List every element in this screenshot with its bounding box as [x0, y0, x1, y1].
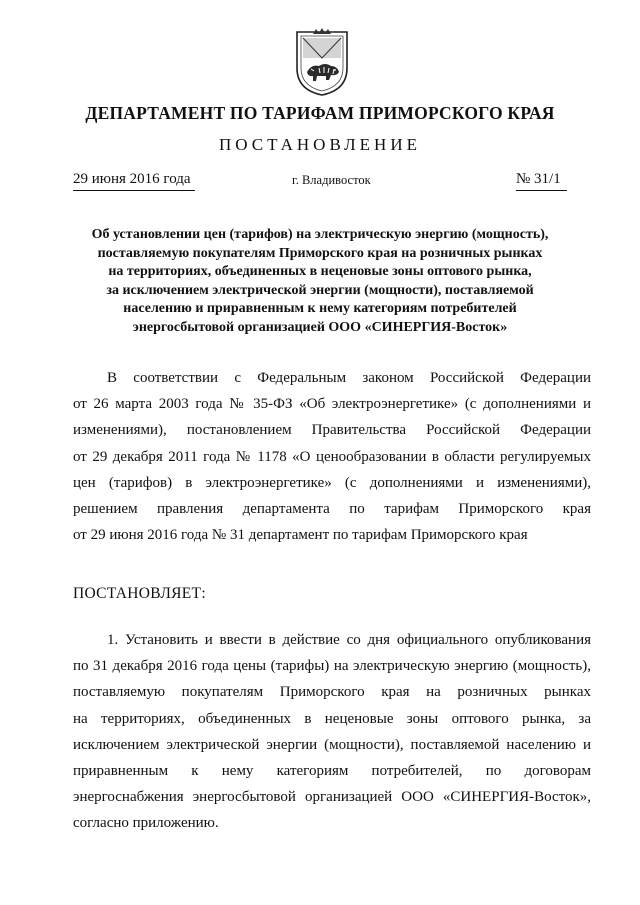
preamble-line: изменениями), постановлением Правительства Российской Федерации: [73, 422, 591, 439]
document-number-text: № 31/1: [516, 171, 561, 187]
preamble-line: от 26 марта 2003 года № 35-ФЗ «Об электроэнергетике» (с дополнениями и: [73, 396, 591, 413]
title-line: энергосбытовой организацией ООО «СИНЕРГИЯ-Восток»: [132, 319, 508, 335]
preamble-line: решением правления департамента по тарифам Приморского края: [73, 500, 591, 517]
item-1-line: приравненным к нему категориям потребителей, по договорам: [73, 762, 591, 779]
title-line: Об установлении цен (тарифов) на электрическую энергию (мощность),: [91, 227, 549, 242]
title-line: населению и приравненным к нему категориям потребителей: [123, 301, 517, 316]
resolves-heading: ПОСТАНОВЛЯЕТ:: [73, 585, 206, 602]
item-1-line: поставляемую покупателям Приморского края на розничных рынках: [73, 684, 591, 701]
preamble-line: В соответствии с Федеральным законом Российской Федерации: [107, 370, 591, 386]
number-underline: [516, 190, 567, 191]
document-number: [516, 171, 561, 188]
item-1-line: по 31 декабря 2016 года цены (тарифы) на электрическую энергию (мощность),: [73, 658, 591, 675]
title-line: за исключением электрической энергии (мощности), поставляемой: [106, 282, 534, 298]
document-title: [70, 226, 570, 337]
document-type: ПОСТАНОВЛЕНИЕ: [218, 135, 421, 154]
item-1-line: согласно приложению.: [73, 815, 219, 832]
preamble-paragraph: [73, 365, 591, 548]
item-1-line: энергоснабжения энергосбытовой организацией ООО «СИНЕРГИЯ-Восток»,: [73, 789, 591, 806]
date-underline: [73, 190, 195, 191]
document-date-text: 29 июня 2016 года: [73, 171, 191, 187]
preamble-line: цен (тарифов) в электроэнергетике» (с дополнениями и изменениями),: [73, 474, 591, 491]
item-1-line: 1. Установить и ввести в действие со дня официального опубликования: [107, 632, 591, 648]
title-line: поставляемую покупателям Приморского края на розничных рынках: [97, 245, 543, 261]
department-name: ДЕПАРТАМЕНТ ПО ТАРИФАМ ПРИМОРСКОГО КРАЯ: [85, 103, 555, 123]
document-date: [73, 171, 191, 188]
item-1-line: исключением электрической энергии (мощности), поставляемой населению и: [73, 736, 591, 753]
title-line: на территориях, объединенных в неценовые зоны оптового рынка,: [108, 264, 532, 279]
preamble-line: от 29 декабря 2011 года № 1178 «О ценообразовании в области регулируемых: [73, 448, 591, 465]
item-1-line: на территориях, объединенных в неценовые зоны оптового рынка, за: [73, 710, 591, 727]
item-1-paragraph: [73, 627, 591, 837]
preamble-line: от 29 июня 2016 года № 31 департамент по тарифам Приморского края: [73, 527, 528, 544]
coat-of-arms-tiger-icon: [293, 28, 351, 98]
document-city: г. Владивосток: [292, 173, 371, 187]
